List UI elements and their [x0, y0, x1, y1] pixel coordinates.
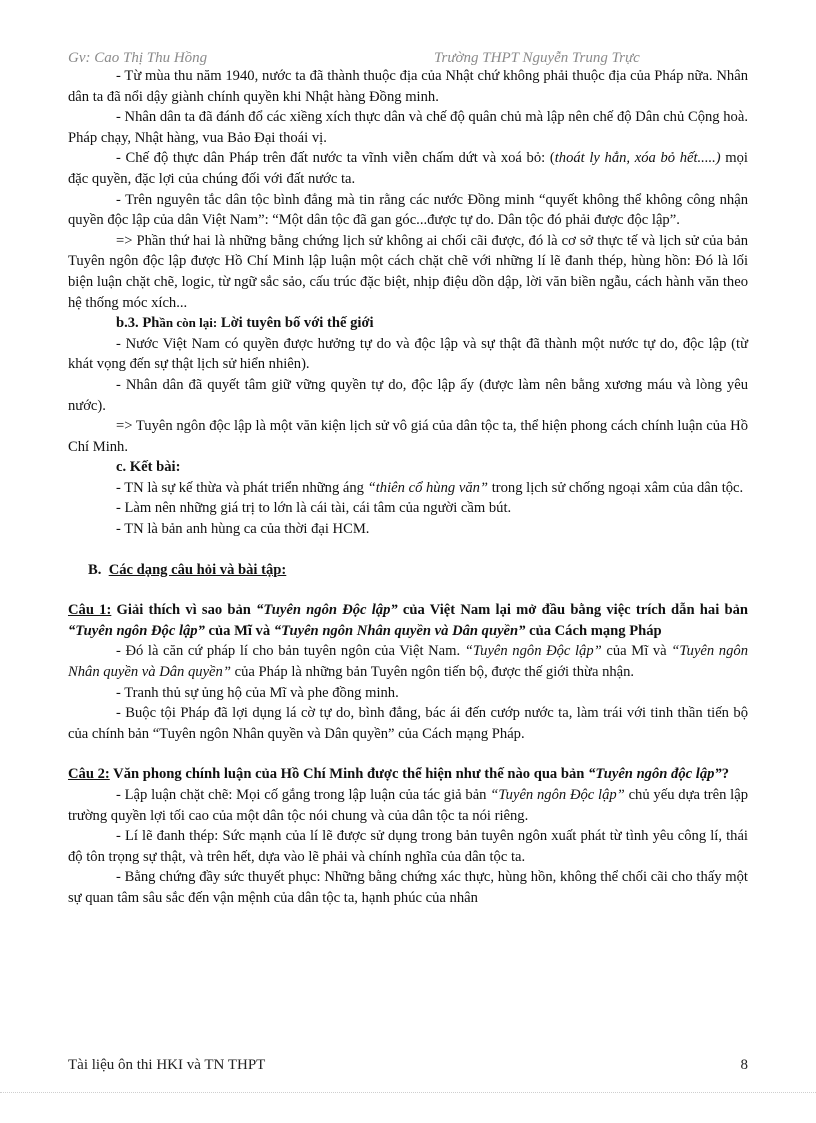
paragraph: - TN là bản anh hùng ca của thời đại HCM.: [116, 521, 370, 538]
footer-title: Tài liệu ôn thi HKI và TN THPT: [68, 1057, 266, 1073]
section-heading-b3: b.3. Phần còn lại: Lời tuyên bố với thế giới: [116, 315, 374, 332]
answer-paragraph: - Đó là căn cứ pháp lí cho bản tuyên ngôn của Việt Nam. “Tuyên ngôn Độc lập” của Mĩ và “Tuyên ngôn Nhân quyền và Dân quyền” của Pháp là những bản Tuyên ngôn tiến bộ, được thế giới thừa nhận.: [68, 643, 748, 681]
section-heading-B: B. Các dạng câu hỏi và bài tập:: [88, 561, 287, 578]
header-school: Trường THPT Nguyễn Trung Trực: [434, 50, 640, 66]
page-number: 8: [740, 1057, 748, 1073]
paragraph: - Trên nguyên tắc dân tộc bình đẳng mà tin rằng các nước Đồng minh “quyết không thể không công nhận quyền độc lập của dân Việt Nam”: “Một dân tộc đã gan góc...được tự do. Dân tộc đó phải được độc lập”.: [68, 191, 748, 229]
answer-paragraph: - Bằng chứng đầy sức thuyết phục: Những bằng chứng xác thực, hùng hồn, không thể chối cãi cho thấy một sự quan tâm sâu sắc đến vận mệnh của dân tộc ta, hạnh phúc của nhân: [68, 869, 748, 906]
answer-paragraph: - Buộc tội Pháp đã lợi dụng lá cờ tự do, bình đẳng, bác ái đến cướp nước ta, làm trái với tinh thần tiến bộ của chính bản “Tuyên ngôn Nhân quyền và Dân quyền” của Cách mạng Pháp.: [68, 705, 748, 742]
page-footer: [68, 1057, 748, 1077]
paragraph: - Từ mùa thu năm 1940, nước ta đã thành thuộc địa của Nhật chứ không phải thuộc địa của Pháp nữa. Nhân dân ta đã nổi dậy giành chính quyền khi Nhật hàng Đồng minh.: [68, 68, 748, 105]
paragraph: - Chế độ thực dân Pháp trên đất nước ta vĩnh viễn chấm dứt và xoá bỏ: (thoát ly hẳn, xóa bỏ hết.....) mọi đặc quyền, đặc lợi của chúng đối với đất nước ta.: [68, 150, 748, 187]
paragraph: - Nước Việt Nam có quyền được hưởng tự do và độc lập và sự thật đã thành một nước tự do, độc lập (từ khát vọng đến sự thật lịch sử hiển nhiên).: [68, 335, 748, 373]
paragraph: - Nhân dân đã quyết tâm giữ vững quyền tự do, độc lập ấy (được làm nên bằng xương máu và lòng yêu nước).: [68, 376, 748, 414]
paragraph: - TN là sự kế thừa và phát triển những áng “thiên cổ hùng văn” trong lịch sử chống ngoại xâm của dân tộc.: [116, 479, 744, 496]
paragraph: => Phần thứ hai là những bằng chứng lịch sử không ai chối cãi được, đó là cơ sở thực tế và lịch sử của bản Tuyên ngôn độc lập được Hồ Chí Minh lập luận một cách chặt chẽ với những lí lẽ đanh thép, hùng hồn: Đó là lối biện luận chặt chẽ, logic, từ ngữ sắc sảo, cấu trúc đặc biệt, nhịp điệu dồn dập, lời văn biền ngẫu, cách hành văn theo hệ thống móc xích...: [68, 232, 748, 311]
question-1: Câu 1: Giải thích vì sao bản “Tuyên ngôn Độc lập” của Việt Nam lại mở đầu bằng việc trích dẫn hai bản “Tuyên ngôn Độc lập” của Mĩ và “Tuyên ngôn Nhân quyền và Dân quyền” của Cách mạng Pháp: [68, 602, 749, 639]
answer-paragraph: - Tranh thủ sự ủng hộ của Mĩ và phe đồng minh.: [116, 684, 399, 701]
answer-paragraph: - Lập luận chặt chẽ: Mọi cố gắng trong lập luận của tác giả bản “Tuyên ngôn Độc lập” chủ yếu dựa trên lập trường quyền lợi tối cao của một dân tộc nói chung và của dân tộc ta nói riêng.: [68, 787, 749, 824]
paragraph: - Nhân dân ta đã đánh đổ các xiềng xích thực dân và chế độ quân chủ mà lập nên chế độ Dân chủ Cộng hoà. Pháp chạy, Nhật hàng, vua Bảo Đại thoái vị.: [68, 109, 748, 146]
paragraph: - Làm nên những giá trị to lớn là cái tài, cái tâm của người cầm bút.: [116, 500, 512, 517]
question-2: Câu 2: Văn phong chính luận của Hồ Chí Minh được thể hiện như thế nào qua bản “Tuyên ngôn độc lập”?: [68, 766, 730, 783]
section-heading-c: c. Kết bài:: [116, 459, 181, 476]
page-bottom-divider: [0, 1092, 816, 1093]
answer-paragraph: - Lí lẽ đanh thép: Sức mạnh của lí lẽ được sử dụng trong bản tuyên ngôn xuất phát từ tình yêu công lí, thái độ tôn trọng sự thật, và trên hết, dựa vào lẽ phải và chính nghĩa của dân tộc ta.: [68, 828, 748, 865]
header-teacher: Gv: Cao Thị Thu Hồng: [68, 50, 208, 66]
document-body: [68, 66, 748, 909]
paragraph: => Tuyên ngôn độc lập là một văn kiện lịch sử vô giá của dân tộc ta, thể hiện phong cách chính luận của Hồ Chí Minh.: [68, 418, 748, 455]
